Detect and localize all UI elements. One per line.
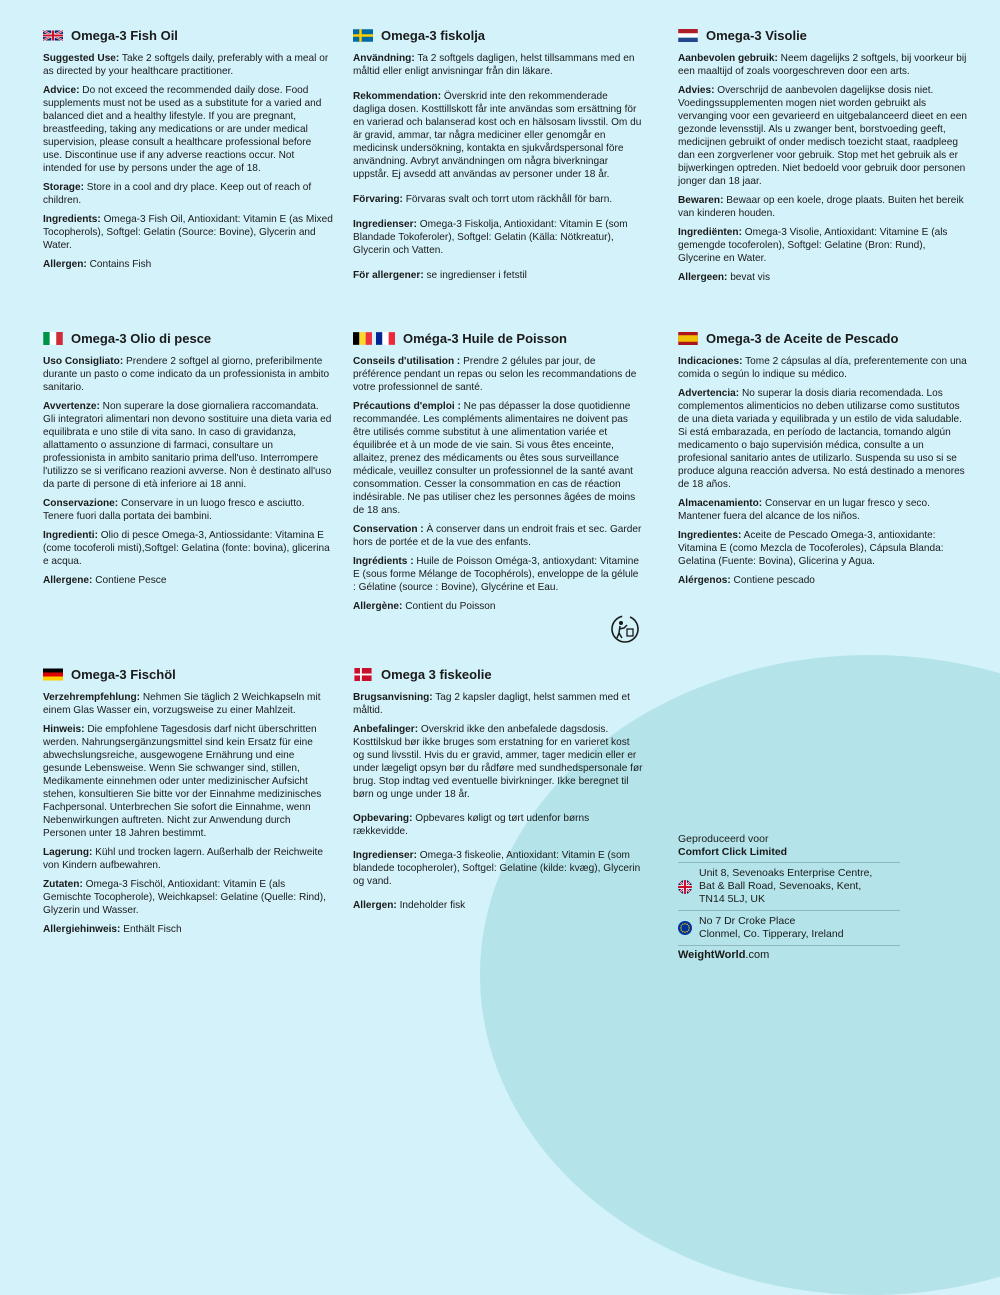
info-block	[43, 258, 333, 271]
info-block	[43, 846, 333, 872]
block-text: Omega-3 Visolie, Antioxidant: Vitamine E (als gemengde tocoferolen), Softgel: Gelatine (Bron: Rund), Glycerine en Water.	[678, 227, 948, 264]
info-block	[678, 355, 968, 381]
ie-address	[678, 910, 900, 945]
block-label: Précautions d'emploi :	[353, 401, 461, 412]
info-block	[353, 899, 643, 912]
info-block	[43, 691, 333, 717]
section-french	[353, 330, 643, 619]
block-text: Overschrijd de aanbevolen dagelijkse dosis niet. Voedingssupplementen mogen niet worden gebruikt als vervanging voor een gevarieerd en uitgebalanceerd dieet en een gezonde levensstijl. Als u zwanger bent, borstvoeding geeft, medicijnen gebruikt of onder medisch toezicht staat, raadpleeg dan een zorgverlener voor gebruik. Stop met het gebruik als er bijwerkingen optreden. Niet bedoeld voor gebruik door personen jonger dan 18 jaar.	[678, 85, 968, 187]
info-block	[353, 400, 643, 517]
text-line: No 7 Dr Croke Place	[699, 915, 796, 927]
info-block	[678, 497, 968, 523]
germany-flag-icon	[43, 668, 63, 681]
block-label: Användning:	[353, 53, 415, 64]
block-text: Contiene Pesce	[95, 575, 167, 586]
section-title: Omega-3 Fischöl	[71, 666, 176, 682]
info-block	[43, 355, 333, 394]
block-text: Förvaras svalt och torrt utom räckhåll för barn.	[405, 194, 613, 205]
block-label: Almacenamiento:	[678, 498, 763, 509]
section-german	[43, 666, 333, 942]
info-block	[43, 84, 333, 175]
info-block	[353, 600, 643, 613]
block-label: Allergeen:	[678, 272, 728, 283]
block-text: Store in a cool and dry place. Keep out of reach of children.	[43, 182, 312, 206]
info-block	[678, 226, 968, 265]
info-block	[353, 218, 643, 257]
info-block	[43, 400, 333, 491]
block-label: Conservazione:	[43, 498, 119, 509]
block-text: Conservare in un luogo fresco e asciutto. Tenere fuori dalla portata dei bambini.	[43, 498, 305, 522]
block-label: Anbefalinger:	[353, 724, 419, 735]
block-text: Prendre 2 gélules par jour, de préférence pendant un repas ou selon les recommandations de votre professionnel de santé.	[353, 356, 637, 393]
block-text: Enthält Fisch	[123, 924, 182, 935]
block-text: Tome 2 cápsulas al día, preferentemente con una comida o según lo indique su médico.	[678, 356, 967, 380]
block-label: Ingredientes:	[678, 530, 742, 541]
block-text: Omega-3 Fischöl, Antioxidant: Vitamin E (als Gemischte Tocopherole), Weichkapsel: Gelatine (Quelle: Rind), Glyzerin und Wasser.	[43, 879, 326, 916]
info-block	[353, 523, 643, 549]
info-block	[678, 387, 968, 491]
uk-address	[678, 862, 900, 910]
block-text: Överskrid inte den rekommenderade dagliga dosen. Kosttillskott får inte användas som ersättning för en varierad och balanserad kost och en hälsosam livsstil. Om du är gravid, ammar, tar några mediciner eller genomgår en medicinsk undersökning, kontakta en sjukvårdspersonal före användning. Avbryt användningen om några biverkningar uppstår. Ej avsedd att användas av personer under 18 år.	[353, 91, 642, 180]
info-block	[678, 52, 968, 78]
netherlands-flag-icon	[678, 29, 698, 42]
company-name: Comfort Click Limited	[678, 846, 788, 858]
block-label: Advies:	[678, 85, 715, 96]
produced-for-label: Geproduceerd voor	[678, 833, 769, 845]
belgium-flag-icon	[353, 332, 372, 345]
block-label: Ingrediënten:	[678, 227, 742, 238]
info-block	[353, 269, 643, 282]
text-line: Unit 8, Sevenoaks Enterprise Centre,	[699, 867, 873, 879]
info-block	[353, 812, 643, 838]
info-block	[678, 574, 968, 587]
info-block	[43, 923, 333, 936]
info-block	[43, 529, 333, 568]
block-label: Advice:	[43, 85, 80, 96]
block-text: Ne pas dépasser la dose quotidienne recommandée. Les compléments alimentaires ne doivent pas être utilisés comme substitut à une alimentation variée et équilibrée et à un mode de vie sain. Si vous êtes enceinte, allaitez, prenez des médicaments ou êtes sous surveillance médicale, veuillez consulter un professionnel de la santé avant consommation. Cesser la consommation en cas de réaction indésirable. Ne pas utiliser chez les personnes âgées de moins de 18 ans.	[353, 401, 636, 516]
block-text: Overskrid ikke den anbefalede dagsdosis. Kosttilskud bør ikke bruges som erstatning for en varieret kost og sund livsstil. Hvis du er gravid, ammer, tager medicin eller er under lægeligt opsyn bør du rådføre med sundhedspersonale før brug. Stop indtag ved eventuelle bivirkninger. Ikke beregnet til børn og unge under 18 år.	[353, 724, 643, 800]
block-label: Förvaring:	[353, 194, 403, 205]
info-block	[353, 849, 643, 888]
block-label: Indicaciones:	[678, 356, 743, 367]
sweden-flag-icon	[353, 29, 373, 42]
section-dutch	[678, 27, 968, 290]
block-text: Neem dagelijks 2 softgels, bij voorkeur bij een maaltijd of zoals voorgeschreven door een arts.	[678, 53, 967, 77]
recycle-person-icon	[610, 614, 640, 644]
block-text: Omega-3 Fish Oil, Antioxidant: Vitamin E (as Mixed Tocopherols), Softgel: Gelatin (Source: Bovine), Glycerin and Water.	[43, 214, 333, 251]
block-label: Uso Consigliato:	[43, 356, 124, 367]
block-label: Avvertenze:	[43, 401, 100, 412]
block-label: Advertencia:	[678, 388, 740, 399]
info-block	[678, 84, 968, 188]
block-text: À conserver dans un endroit frais et sec. Garder hors de portée et de la vue des enfants.	[353, 524, 642, 548]
block-label: Conseils d'utilisation :	[353, 356, 461, 367]
block-text: Kühl und trocken lagern. Außerhalb der Reichweite von Kindern aufbewahren.	[43, 847, 323, 871]
block-text: Nehmen Sie täglich 2 Weichkapseln mit einem Glas Wasser ein, vorzugsweise zu einer Mahlzeit.	[43, 692, 321, 716]
section-title: Omega-3 fiskolja	[381, 27, 486, 43]
info-block	[353, 355, 643, 394]
info-block	[43, 574, 333, 587]
text-line: TN14 5LJ, UK	[699, 893, 765, 905]
info-block	[353, 555, 643, 594]
section-title: Omega-3 Visolie	[706, 27, 807, 43]
block-label: Conservation :	[353, 524, 424, 535]
block-label: Zutaten:	[43, 879, 83, 890]
section-title: Oméga-3 Huile de Poisson	[403, 330, 567, 346]
section-swedish	[353, 27, 643, 288]
block-text: Bewaar op een koele, droge plaats. Buiten het bereik van kinderen houden.	[678, 195, 964, 219]
info-block	[353, 723, 643, 801]
block-text: Tag 2 kapsler dagligt, helst sammen med et måltid.	[353, 692, 630, 716]
block-text: Do not exceed the recommended daily dose. Food supplements must not be used as a substitute for a varied and balanced diet and a healthy lifestyle. If you are pregnant, breastfeeding, taking any medications or are under medical supervision, please consult a healthcare professional before use. Discontinue use if any adverse reactions occur. Not intended for use by persons under the age of 18.	[43, 85, 322, 174]
block-label: Ingredienser:	[353, 219, 417, 230]
denmark-flag-icon	[353, 668, 373, 681]
france-flag-icon	[376, 332, 395, 345]
block-text: Take 2 softgels daily, preferably with a meal or as directed by your healthcare practitioner.	[43, 53, 329, 77]
block-label: Ingredients:	[43, 214, 101, 225]
info-block	[353, 52, 643, 78]
uk-flag-icon	[678, 880, 692, 894]
section-english	[43, 27, 333, 277]
block-label: Allergène:	[353, 601, 403, 612]
block-label: Aanbevolen gebruik:	[678, 53, 778, 64]
section-spanish	[678, 330, 968, 593]
block-text: Die empfohlene Tagesdosis darf nicht überschritten werden. Nahrungsergänzungsmittel sind kein Ersatz für eine abwechslungsreiche, ausgewogene Ernährung und eine gesunde Lebensweise. Wenn Sie schwanger sind, stillen, Medikamente einnehmen oder unter medizinischer Aufsicht stehen, konsultieren Sie bitte vor der Einnahme medizinisches Fachpersonal. Unterbrechen Sie sofort die Einnahme, wenn Nebenwirkungen auftreten. Nicht zur Anwendung durch Personen unter 18 Jahren bestimmt.	[43, 724, 322, 839]
block-text: Huile de Poisson Oméga-3, antioxydant: Vitamine E (sous forme Mélange de Tocophérols), enveloppe de la gélule : Gélatine (source : Bovine), Glycérine et Eau.	[353, 556, 639, 593]
text-line: .com	[745, 949, 770, 961]
block-label: Ingredienti:	[43, 530, 98, 541]
block-text: Non superare la dose giornaliera raccomandata. Gli integratori alimentari non devono sostituire una dieta varia ed equilibrata e uno stile di vita sano. In caso di gravidanza, allattamento o assunzione di farmaci, consultare un professionista in ambito sanitario prima dell'uso. Interrompere l'utilizzo se si verificano reazioni avverse. Non è destinato all'uso da parte di persone di età inferiore ai 18 anni.	[43, 401, 332, 490]
info-block	[678, 194, 968, 220]
block-label: Suggested Use:	[43, 53, 120, 64]
block-text: Prendere 2 softgel al giorno, preferibilmente durante un pasto o come indicato da un professionista in ambito sanitario.	[43, 356, 330, 393]
info-block	[353, 193, 643, 206]
website[interactable]	[678, 945, 900, 962]
block-text: Olio di pesce Omega-3, Antiossidante: Vitamina E (come tocoferoli misti),Softgel: Gelatina (fonte: bovina), glicerina e acqua.	[43, 530, 330, 567]
block-label: För allergener:	[353, 270, 424, 281]
info-block	[678, 271, 968, 284]
info-block	[43, 723, 333, 840]
block-label: Allergen:	[43, 259, 87, 270]
info-block	[678, 529, 968, 568]
info-block	[43, 181, 333, 207]
block-text: bevat vis	[730, 272, 771, 283]
section-italian	[43, 330, 333, 593]
block-text: Contient du Poisson	[405, 601, 496, 612]
block-label: Storage:	[43, 182, 84, 193]
block-text: Contains Fish	[89, 259, 152, 270]
text-line: WeightWorld	[678, 949, 746, 961]
info-block	[43, 213, 333, 252]
block-label: Bewaren:	[678, 195, 724, 206]
block-text: Aceite de Pescado Omega-3, antioxidante: Vitamina E (como Mezcla de Tocoferoles), Cápsula Blanda: Gelatina (Fuente: Bovina), Glicerina y Agua.	[678, 530, 944, 567]
block-label: Hinweis:	[43, 724, 85, 735]
text-line: Bat & Ball Road, Sevenoaks, Kent,	[699, 880, 862, 892]
block-text: No superar la dosis diaria recomendada. Los complementos alimenticios no deben utilizarse como sustitutos de una dieta variada y equilibrada y un estilo de vida saludable. Si está embarazada, en período de lactancia, tomando algún medicamento o bajo supervisión médica, consulte a un profesional sanitario antes de utilizarlo. Suspenda su uso si se produce alguna reacción adversa. No está destinado a menores de 18 años.	[678, 388, 965, 490]
block-label: Lagerung:	[43, 847, 93, 858]
info-block	[353, 691, 643, 717]
section-title: Omega-3 Fish Oil	[71, 27, 178, 43]
text-line: Clonmel, Co. Tipperary, Ireland	[699, 928, 844, 940]
block-label: Brugsanvisning:	[353, 692, 433, 703]
italy-flag-icon	[43, 332, 63, 345]
block-text: se ingredienser i fetstil	[426, 270, 527, 281]
section-title: Omega 3 fiskeolie	[381, 666, 492, 682]
block-label: Opbevaring:	[353, 813, 413, 824]
block-label: Allergiehinweis:	[43, 924, 121, 935]
block-text: Conservar en un lugar fresco y seco. Mantener fuera del alcance de los niños.	[678, 498, 930, 522]
section-title: Omega-3 de Aceite de Pescado	[706, 330, 899, 346]
block-label: Ingredienser:	[353, 850, 417, 861]
block-label: Allergene:	[43, 575, 93, 586]
block-label: Verzehrempfehlung:	[43, 692, 141, 703]
block-text: Omega-3 Fiskolja, Antioxidant: Vitamin E (som Blandade Tokoferoler), Softgel: Gelatin (Källa: Nötkreatur), Glycerin och Vatten.	[353, 219, 628, 256]
block-text: Omega-3 fiskeolie, Antioxidant: Vitamin E (som blandede tocopheroler), Softgel: Gelatine (kilde: kvæg), Glycerin og vand.	[353, 850, 641, 887]
eu-flag-icon	[678, 921, 692, 935]
block-text: Contiene pescado	[733, 575, 815, 586]
block-text: Indeholder fisk	[399, 900, 466, 911]
block-text: Ta 2 softgels dagligen, helst tillsammans med en måltid eller enligt anvisningar från din läkare.	[353, 53, 635, 77]
block-text: Opbevares køligt og tørt udenfor børns rækkevidde.	[353, 813, 590, 837]
block-label: Allergen:	[353, 900, 397, 911]
info-block	[43, 497, 333, 523]
section-title: Omega-3 Olio di pesce	[71, 330, 212, 346]
section-danish	[353, 666, 643, 918]
manufacturer-info	[678, 833, 900, 962]
info-block	[43, 878, 333, 917]
info-block	[353, 90, 643, 181]
spain-flag-icon	[678, 332, 698, 345]
block-label: Ingrédients :	[353, 556, 414, 567]
block-label: Alérgenos:	[678, 575, 731, 586]
uk-flag-icon	[43, 29, 63, 42]
info-block	[43, 52, 333, 78]
block-label: Rekommendation:	[353, 91, 442, 102]
